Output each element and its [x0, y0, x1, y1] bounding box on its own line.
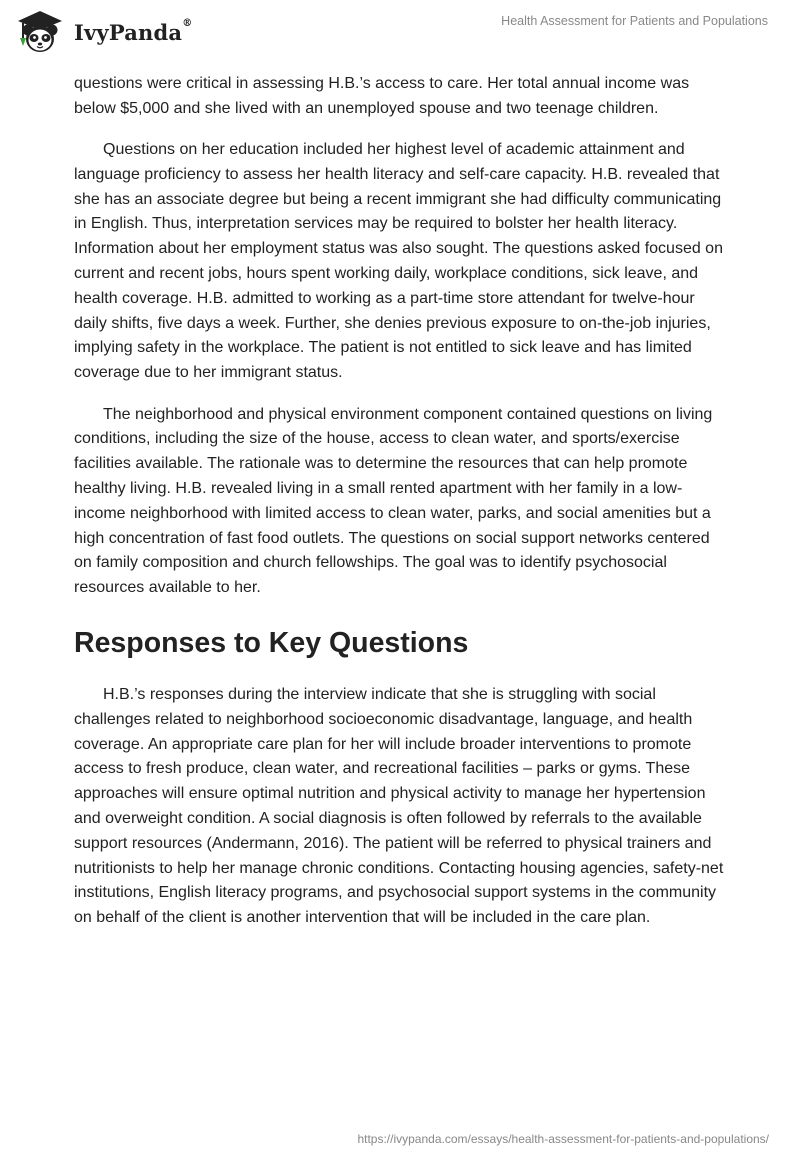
- paragraph-responses: H.B.’s responses during the interview indicate that she is struggling with social challenges related to neighborhood socioeconomic disadvantage, language, and health coverage. An appropriate care plan for her will include broader interventions to promote access to fresh produce, clean water, and recreational facilities – parks or gyms. These approaches will ensure optimal nutrition and physical activity to manage her hypertension and overweight condition. A social diagnosis is often followed by referrals to the available support resources (Andermann, 2016). The patient will be referred to physical trainers and nutritionists to help her manage chronic conditions. Contacting housing agencies, safety-net institutions, English literacy programs, and psychosocial support systems in the community on behalf of the client is another intervention that will be included in the care plan.: [74, 685, 724, 927]
- paragraph-access-to-care: questions were critical in assessing H.B.’s access to care. Her total annual income was below $5,000 and she lived with an unemployed spouse and two teenage children.: [74, 75, 690, 117]
- footer-url-link[interactable]: https://ivypanda.com/essays/health-assessment-for-patients-and-populations/: [357, 1132, 769, 1146]
- brand-name: IvyPanda®: [74, 17, 193, 45]
- document-title: Health Assessment for Patients and Populations: [501, 14, 768, 28]
- section-heading: Responses to Key Questions: [74, 626, 469, 659]
- essay-body: [74, 72, 729, 947]
- paragraph-education-employment: Questions on her education included her highest level of academic attainment and language proficiency to assess her health literacy and self-care capacity. H.B. revealed that she has an associate degree but being a recent immigrant she had difficulty communicating in English. Thus, interpretation services may be required to bolster her health literacy. Information about her employment status was also sought. The questions asked focused on current and recent jobs, hours spent working daily, workplace conditions, sick leave, and health coverage. H.B. admitted to working as a part-time store attendant for twelve-hour daily shifts, five days a week. Further, she denies previous exposure to on-the-job injuries, implying safety in the workplace. The patient is not entitled to sick leave and has limited coverage due to her immigrant status.: [74, 141, 723, 382]
- panda-graduate-icon: [14, 8, 66, 56]
- paragraph-neighborhood: The neighborhood and physical environment component contained questions on living conditions, including the size of the house, access to clean water, and sports/exercise facilities available. The rationale was to determine the resources that can help promote healthy living. H.B. revealed living in a small rented apartment with her family in a low-income neighborhood with limited access to clean water, parks, and social amenities but a high concentration of fast food outlets. The questions on social support networks centered on family composition and church fellowships. The goal was to identify psychosocial resources available to her.: [74, 405, 713, 597]
- page-header: [0, 0, 800, 72]
- brand-logo[interactable]: [14, 8, 192, 56]
